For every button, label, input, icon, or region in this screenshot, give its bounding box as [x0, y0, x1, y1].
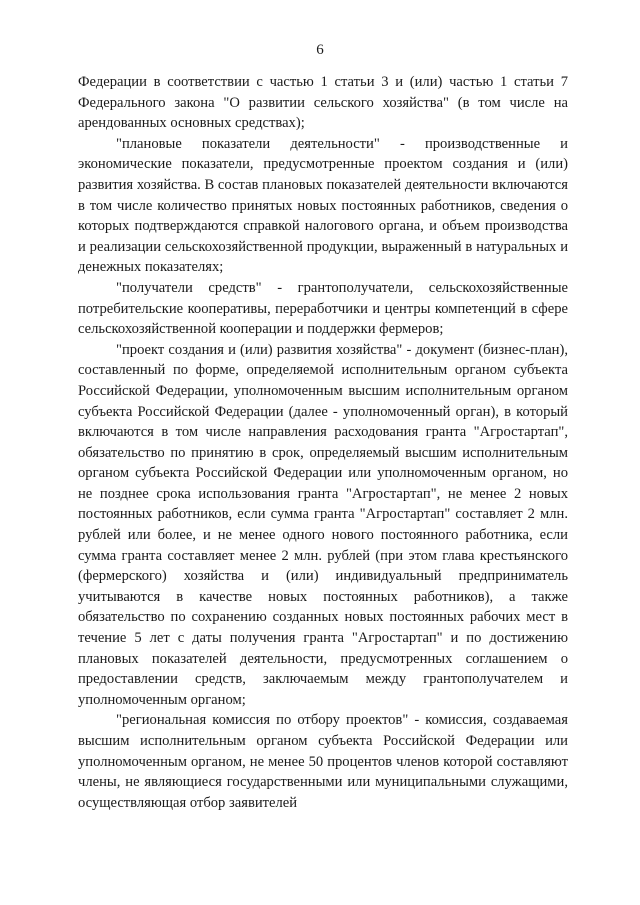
paragraph-fund-recipients: "получатели средств" - грантополучатели, сельскохозяйственные потребительские кооперативы, переработчики и центры компетенций в сфере сельскохозяйственной кооперации и поддержки фермеров; [78, 279, 568, 338]
paragraph-planned-indicators: "плановые показатели деятельности" - производственные и экономические показатели, предусмотренные проектом создания и (или) развития хозяйства. В состав плановых показателей деятельности включаются в том числе количество принятых новых постоянных работников, сведения о которых подтверждаются справкой налогового органа, и объем производства и реализации сельскохозяйственной продукции, выраженный в натуральных и денежных показателях; [78, 135, 568, 276]
document-body [78, 72, 568, 813]
paragraph-business-plan: "проект создания и (или) развития хозяйства" - документ (бизнес-план), составленный по форме, определяемой исполнительным органом субъекта Российской Федерации, уполномоченным высшим исполнительным органом субъекта Российской Федерации (далее - уполномоченный орган), в который включаются в том числе направления расходования гранта "Агростартап", обязательство по принятию в срок, определяемый высшим исполнительным органом субъекта Российской Федерации или уполномоченным органом, но не позднее срока использования гранта "Агростартап", не менее 2 новых постоянных работников, если сумма гранта "Агростартап" составляет 2 млн. рублей или более, и не менее одного нового постоянного работника, если сумма гранта составляет менее 2 млн. рублей (при этом глава крестьянского (фермерского) хозяйства и (или) индивидуальный предприниматель учитываются в качестве новых постоянных работников), а также обязательство по сохранению созданных новых постоянных рабочих мест в течение 5 лет с даты получения гранта "Агростартап" и по достижению плановых показателей деятельности, предусмотренных соглашением о предоставлении средств, заключаемым между грантополучателем и уполномоченным органом; [78, 341, 568, 708]
page-number: 6 [316, 42, 324, 58]
paragraph-regional-commission: "региональная комиссия по отбору проектов" - комиссия, создаваемая высшим исполнительным органом субъекта Российской Федерации или уполномоченным органом, не менее 50 процентов членов которой составляют члены, не являющиеся государственными или муниципальными служащими, осуществляющая отбор заявителей [78, 712, 568, 811]
paragraph-continuation: Федерации в соответствии с частью 1 статьи 3 и (или) частью 1 статьи 7 Федерального закона "О развитии сельского хозяйства" (в том числе на арендованных основных средствах); [78, 74, 568, 132]
